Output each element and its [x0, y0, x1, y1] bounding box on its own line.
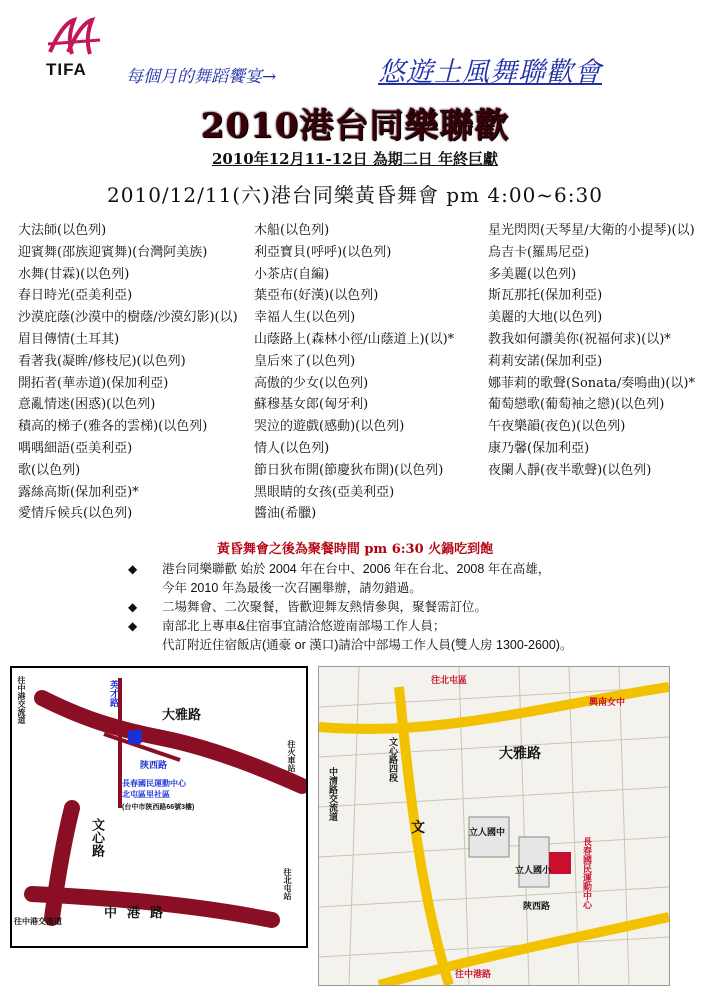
list-item: 利亞寶貝(呼呼)(以色列) — [254, 244, 392, 260]
list-item: 烏吉卡(羅馬尼亞) — [488, 244, 590, 260]
list-item: 節日狄布開(節慶狄布開)(以色列) — [254, 462, 444, 478]
notes-list — [128, 560, 572, 655]
dance-list-column-3 — [488, 220, 695, 482]
tagline-event: 悠遊土風舞聯歡會 — [378, 57, 602, 88]
road-zhonggang-label: 中港路 — [104, 905, 174, 920]
label-highway: 中清路交流道 — [328, 767, 338, 821]
label-liren-elementary: 立人國小 — [515, 865, 552, 875]
list-item: 夜闌人靜(夜半歌聲)(以色列) — [488, 462, 652, 478]
diamond-bullet-icon: ◆ — [128, 600, 138, 614]
list-item — [128, 560, 572, 598]
list-item: 葉亞布(好漢)(以色列) — [254, 288, 379, 304]
list-item: 黑眼睛的女孩(亞美利亞) — [254, 484, 395, 500]
label-shanxi: 陝西路 — [523, 901, 551, 911]
note-line: 代訂附近住宿飯店(通豪 or 漢口)請洽中部場工作人員(雙人房 1300-2600)。 — [162, 638, 573, 652]
event-dates: 2010年12月11-12日 為期二日 年終巨獻 — [211, 150, 499, 168]
list-item: 山蔭路上(森林小徑/山蔭道上)(以)* — [254, 331, 455, 347]
list-item: 沙漠庇蔭(沙漠中的樹蔭/沙漠幻影)(以) — [18, 310, 238, 326]
list-item: 幸福人生(以色列) — [254, 310, 356, 326]
to-station-label: 往火車站 — [287, 740, 296, 772]
dinner-note: 黃昏舞會之後為聚餐時間 pm 6:30 火鍋吃到飽 — [216, 542, 494, 557]
list-item: 高傲的少女(以色列) — [254, 375, 369, 391]
road-daya-label: 大雅路 — [162, 707, 202, 722]
list-item: 喁喁細語(亞美利亞) — [18, 440, 133, 456]
list-item: 教我如何讚美你(祝福何求)(以)* — [488, 331, 671, 347]
diamond-bullet-icon: ◆ — [128, 562, 138, 576]
list-item: 開拓者(華赤道)(保加利亞) — [18, 375, 169, 391]
list-item: 葡萄戀歌(葡萄袖之戀)(以色列) — [488, 397, 665, 413]
logo-text: TIFA — [46, 60, 87, 79]
list-item: 皇后來了(以色列) — [254, 353, 356, 369]
label-north: 往北屯區 — [431, 675, 468, 685]
sketch-map — [10, 666, 308, 948]
list-item: 木船(以色列) — [254, 223, 330, 238]
diamond-bullet-icon: ◆ — [128, 619, 138, 633]
list-item: 春日時光(亞美利亞) — [18, 288, 133, 304]
list-item: 大法師(以色列) — [18, 223, 107, 238]
tifa-logo-icon — [44, 14, 104, 60]
venue-label: 長春國民運動中心 北屯區里社區 — [122, 779, 186, 799]
tagline: 每個月的舞蹈饗宴→ — [126, 67, 277, 87]
list-item: 意亂情迷(困惑)(以色列) — [18, 397, 156, 413]
label-daya: 大雅路 — [499, 745, 541, 761]
page-title: 2010港台同樂聯歡 — [200, 106, 510, 146]
list-item: 情人(以色列) — [254, 440, 330, 456]
label-wen: 文 — [411, 819, 425, 835]
list-item — [128, 598, 572, 617]
list-item: 斯瓦那托(保加利亞) — [488, 288, 603, 304]
note-line: 南部北上專車&住宿事宜請洽悠遊南部場工作人員； — [162, 619, 446, 633]
list-item: 歌(以色列) — [18, 462, 81, 478]
to-beidou-label: 往北屯站 — [283, 868, 292, 900]
note-line: 港台同樂聯歡 始於 2004 年在台中、2006 年在台北、2008 年在高雄， — [162, 562, 551, 576]
list-item: 小茶店(自編) — [254, 266, 330, 282]
list-item — [128, 617, 572, 655]
list-item: 康乃馨(保加利亞) — [488, 440, 590, 456]
to-highway-label: 往中港交流道 — [17, 676, 26, 724]
dance-list-column-1 — [18, 220, 238, 525]
label-zhonggang: 往中港路 — [455, 969, 492, 979]
label-wenxin: 文心路四段 — [388, 737, 398, 782]
list-item: 露絲高斯(保加利亞)* — [18, 484, 139, 500]
note-line: 今年 2010 年為最後一次召團舉辦，請勿錯過。 — [162, 581, 422, 595]
venue-address: (台中市陝西路66號3樓) — [122, 804, 195, 811]
list-item: 迎賓舞(邵族迎賓舞)(台灣阿美族) — [18, 244, 208, 260]
list-item: 多美麗(以色列) — [488, 266, 577, 282]
list-item: 積高的梯子(雅各的雲梯)(以色列) — [18, 419, 208, 435]
list-item: 莉莉安諾(保加利亞) — [488, 353, 603, 369]
list-item: 美麗的大地(以色列) — [488, 310, 603, 326]
road-shanxi-label: 陝西路 — [140, 760, 168, 770]
list-item: 愛情斥候兵(以色列) — [18, 506, 133, 522]
event-line: 2010/12/11(六)港台同樂黃昏舞會 pm 4:00~6:30 — [107, 183, 603, 207]
list-item: 哭泣的遊戲(感動)(以色列) — [254, 419, 405, 435]
label-liren-junior: 立人國中 — [469, 827, 506, 837]
label-venue: 長春國民運動中心 — [582, 837, 592, 909]
to-zhonggang-label: 往中港交流道 — [14, 917, 62, 926]
list-item: 星光閃閃(天琴星/大衛的小提琴)(以) — [488, 223, 695, 238]
road-wenxin-label: 文心路 — [90, 818, 105, 857]
note-line: 二場舞會、二次聚餐，皆歡迎舞友熱情參與，聚餐需訂位。 — [162, 600, 488, 614]
list-item: 眉目傳情(土耳其) — [18, 331, 120, 347]
road-pingdeng-label: 英才路 — [109, 680, 119, 707]
list-item: 看著我(凝眸/修枝尼)(以色列) — [18, 353, 186, 369]
list-item: 醬油(希臘) — [254, 506, 317, 522]
list-item: 蘇穆基女郎(匈牙利) — [254, 397, 369, 413]
list-item: 水舞(甘霖)(以色列) — [18, 266, 130, 282]
list-item: 午夜樂韻(夜色)(以色列) — [488, 419, 626, 435]
street-map — [318, 666, 670, 986]
list-item: 娜菲莉的歌聲(Sonata/奏鳴曲)(以)* — [488, 375, 695, 391]
label-girls-school: 興南女中 — [589, 697, 626, 707]
dance-list-column-2 — [254, 220, 454, 525]
